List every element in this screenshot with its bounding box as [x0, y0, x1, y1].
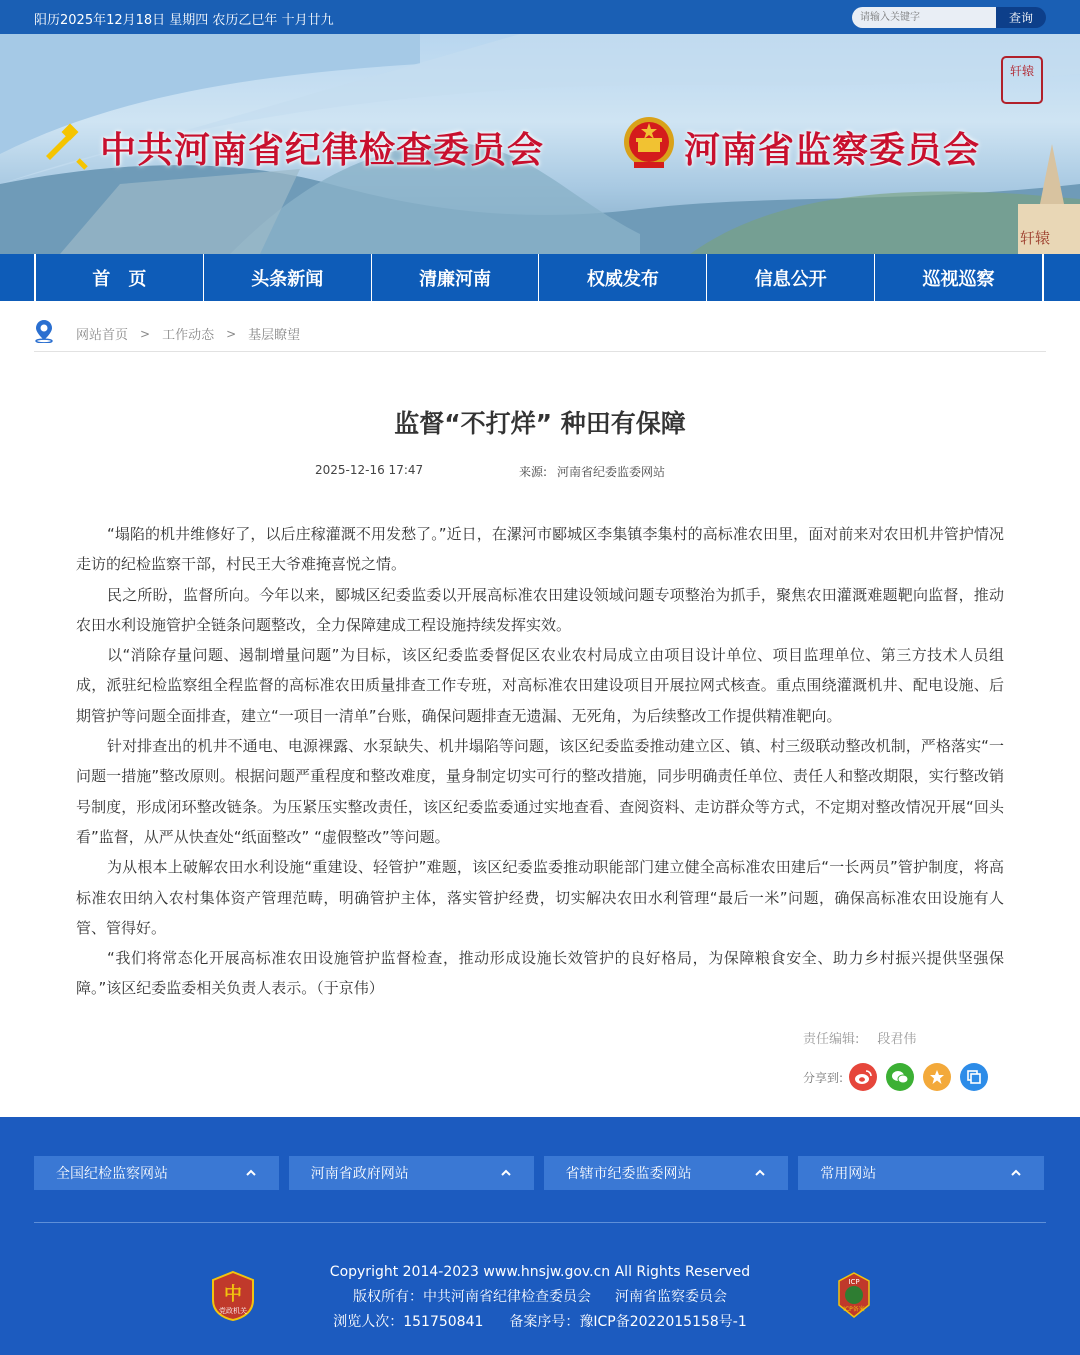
editor-label: 责任编辑: [803, 1032, 860, 1047]
nav-clean-henan[interactable]: 清廉河南 [371, 254, 539, 301]
chevron-up-icon [245, 1167, 257, 1179]
search-input[interactable] [852, 7, 996, 28]
svg-text:轩辕: 轩辕 [1020, 229, 1051, 247]
article-paragraph: 民之所盼，监督所向。今年以来，郾城区纪委监委以开展高标准农田建设领域问题专项整治为抓手，聚焦农田灌溉难题靶向监督，推动农田水利设施管护全链条问题整改，全力保障建成工程设施持续发挥实效。 [76, 585, 1004, 634]
svg-text:ICP备案: ICP备案 [843, 1306, 865, 1313]
visit-count: 浏览人次：151750841 [333, 1314, 484, 1330]
article-paragraph: 为从根本上破解农田水利设施“重建设、轻管护”难题，该区纪委监委推动职能部门建立健全高标准农田建后“一长两员”管护制度，将高标准农田纳入农村集体资产管理范畴，明确管护主体，落实管护经费，切实解决农田水利管理“最后一米”问题，确保高标准农田设施有人管、管得好。 [76, 858, 1004, 937]
article-paragraph: “我们将常态化开展高标准农田设施管护监督检查，推动形成设施长效管护的良好格局，为保障粮食安全、助力乡村振兴提供坚强保障。”该区纪委监委相关负责人表示。（于京伟） [76, 949, 1004, 998]
breadcrumb [34, 316, 1046, 352]
copyright-block [0, 1260, 1080, 1335]
select-city-commission-sites[interactable]: 省辖市纪委监委网站 [544, 1156, 789, 1190]
site-search [852, 7, 1046, 28]
footer-divider [34, 1222, 1046, 1223]
breadcrumb-home[interactable]: 网站首页 [76, 328, 129, 343]
icp-number[interactable]: 备案序号：豫ICP备2022015158号-1 [509, 1314, 747, 1330]
editor-name: 段君伟 [877, 1032, 917, 1047]
nav-inspection[interactable]: 巡视巡察 [874, 254, 1044, 301]
article-paragraph: 以“消除存量问题、遏制增量问题”为目标，该区纪委监委督促区农业农村局成立由项目设计单位、项目监理单位、第三方技术人员组成，派驻纪检监察组全程监督的高标准农田质量排查工作专班，对高标准农田建设项目开展拉网式核查。重点围绕灌溉机井、配电设施、后期管护等问题全面排查，建立“一项目一清单”台账，确保问题排查无遗漏、无死角，为后续整改工作提供精准靶向。 [76, 646, 1004, 725]
nav-authoritative-release[interactable]: 权威发布 [538, 254, 706, 301]
top-bar [0, 0, 1080, 34]
national-emblem-icon [622, 114, 676, 172]
article-title: 监督“不打烊” 种田有保障 [394, 409, 686, 438]
copyright-text: Copyright 2014-2023 www.hnsjw.gov.cn All Rights Reserved [329, 1264, 751, 1280]
icp-badge-icon[interactable] [836, 1271, 872, 1319]
article-paragraph: 针对排查出的机井不通电、电源裸露、水泵缺失、机井塌陷等问题，该区纪委监委推动建立区、镇、村三级联动整改机制，严格落实“一问题一措施”整改原则。根据问题严重程度和整改难度，量身制定切实可行的整改措施，同步明确责任单位、责任人和整改期限，实行整改销号制度，形成闭环整改链条。为压紧压实整改责任，该区纪委监委通过实地查看、查阅资料、走访群众等方式，不定期对整改情况开展“回头看”监督，从严从快查处“纸面整改” “虚假整改”等问题。 [76, 737, 1004, 846]
wechat-icon[interactable] [886, 1063, 914, 1091]
party-emblem-icon [38, 116, 94, 172]
share-bar [803, 1063, 988, 1091]
breadcrumb-separator: > [226, 326, 237, 341]
share-label: 分享到: [803, 1070, 844, 1085]
nav-information-disclosure[interactable]: 信息公开 [706, 254, 874, 301]
article-body [76, 519, 1004, 1004]
weibo-icon[interactable] [849, 1063, 877, 1091]
select-common-sites[interactable]: 常用网站 [798, 1156, 1044, 1190]
chevron-up-icon [500, 1167, 512, 1179]
footer-link-selects [34, 1156, 1044, 1190]
main-nav [0, 254, 1080, 301]
breadcrumb-work-news[interactable]: 工作动态 [162, 328, 215, 343]
select-provincial-government-sites[interactable]: 河南省政府网站 [289, 1156, 534, 1190]
breadcrumb-grassroots[interactable]: 基层瞭望 [248, 328, 301, 343]
copy-link-icon[interactable] [960, 1063, 988, 1091]
decorative-seal: 轩辕 [1001, 56, 1043, 104]
nav-headline-news[interactable]: 头条新闻 [203, 254, 371, 301]
owner-text-2: 河南省监察委员会 [615, 1289, 727, 1305]
calendar-date: 阳历2025年12月18日 星期四 农历乙巳年 十月廿九 [34, 13, 334, 28]
supervision-title: 河南省监察委员会 [684, 129, 981, 171]
search-button[interactable]: 查询 [996, 7, 1046, 28]
commission-title: 中共河南省纪律检查委员会 [100, 129, 545, 171]
svg-text:中: 中 [224, 1284, 242, 1305]
source-label: 来源: [519, 465, 548, 479]
select-national-sites[interactable]: 全国纪检监察网站 [34, 1156, 279, 1190]
svg-text:党政机关: 党政机关 [219, 1307, 247, 1315]
source-value: 河南省纪委监委网站 [557, 465, 666, 479]
site-footer [0, 1117, 1080, 1355]
chevron-up-icon [754, 1167, 766, 1179]
owner-text: 版权所有：中共河南省纪律检查委员会 [353, 1289, 591, 1305]
article-source [519, 463, 665, 480]
nav-home[interactable]: 首 页 [34, 254, 203, 301]
article-paragraph: “塌陷的机井维修好了，以后庄稼灌溉不用发愁了。”近日，在漯河市郾城区李集镇李集村的高标准农田里，面对前来对农田机井管护情况走访的纪检监察干部，村民王大爷难掩喜悦之情。 [76, 525, 1004, 574]
svg-text:ICP: ICP [848, 1278, 860, 1286]
header-banner [0, 34, 1080, 254]
article-date: 2025-12-16 17:47 [315, 463, 424, 477]
chevron-up-icon [1010, 1167, 1022, 1179]
breadcrumb-separator: > [140, 326, 151, 341]
responsible-editor [803, 1028, 916, 1047]
location-pin-icon [34, 319, 54, 343]
qzone-icon[interactable] [923, 1063, 951, 1091]
